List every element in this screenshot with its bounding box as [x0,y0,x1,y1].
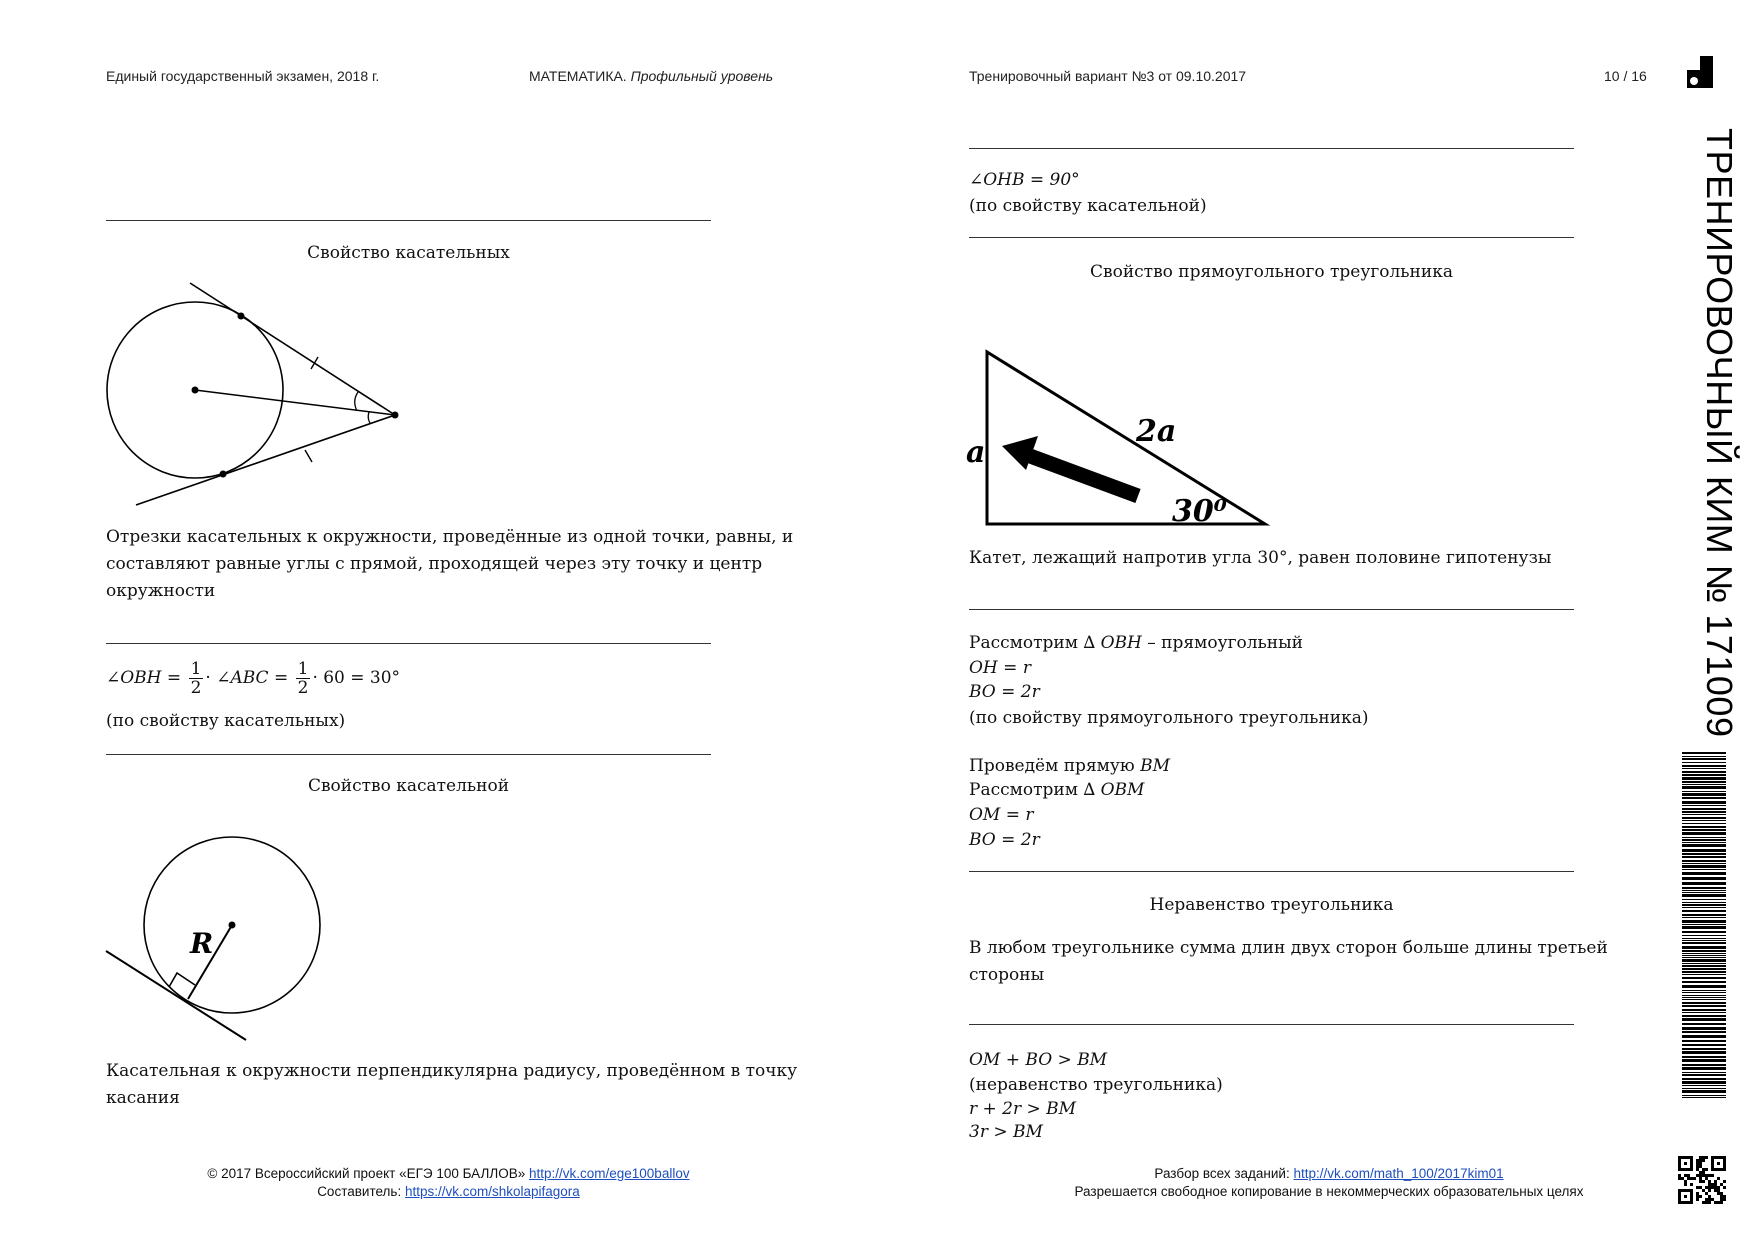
variant-label: Тренировочный вариант №3 от 09.10.2017 [969,68,1247,84]
inequality-3 [969,1120,1043,1144]
equation-bo [969,828,1040,852]
tangent-property-text [106,1058,806,1112]
side-title [1688,128,1744,738]
section-heading: Свойство касательных [307,243,510,263]
leg-label: a [966,435,986,470]
subject-line [529,68,773,84]
triangle-name: OBM [1100,780,1145,800]
hypotenuse-label: 2a [1136,414,1177,449]
triangle-inequality-text [969,935,1669,989]
triangle-name: OBH [1100,633,1142,653]
equation-ohb [969,168,1080,192]
segment-name: BM [1140,756,1171,776]
angle-ohb: ∠OHB = 90° [969,170,1080,190]
divider [969,609,1574,610]
section-heading: Свойство прямоугольного треугольника [1090,262,1453,282]
section-heading: Неравенство треугольника [1149,895,1394,915]
right-triangle-figure [960,340,1280,540]
subject-level: Профильный уровень [630,68,774,84]
text-line: Отрезки касательных к окружности, проведённые из одной точки, равны, и [106,527,794,547]
review-label: Разбор всех заданий: [1154,1166,1290,1181]
expr: r + 2r > BM [969,1099,1077,1119]
text-line: Касательная к окружности перпендикулярна радиусу, проведённом в точку [106,1061,798,1081]
note: (по свойству касательных) [106,711,346,731]
consider-obh [969,631,1303,655]
fraction-numerator: 1 [190,659,202,679]
divider [106,643,711,644]
footer-license: Разрешается свободное копирование в некоммерческих образовательных целях [1074,1184,1584,1199]
divider [969,1024,1574,1025]
divider [969,871,1574,872]
radius-label: R [190,927,214,960]
expr: 3r > BM [969,1122,1043,1142]
divider [106,220,711,221]
text: Проведём прямую [969,756,1141,776]
expr: BO = 2r [969,830,1040,850]
expr: OH = r [969,658,1031,678]
footer-link-vk[interactable]: http://vk.com/ege100ballov [528,1166,690,1181]
angle-obh: ∠OBH [106,668,162,688]
equation-om [969,803,1034,827]
expr: OM + BO > BM [969,1050,1108,1070]
tangent-radius-figure [100,830,340,1050]
divider [969,148,1574,149]
fraction-half [296,660,311,697]
angle-label: 30⁰ [1172,494,1227,529]
subject-name: МАТЕМАТИКА. [529,68,627,84]
text-line: касания [106,1088,180,1108]
footer-copyright [106,1166,791,1181]
footer-link-author[interactable]: https://vk.com/shkolapifagora [404,1184,580,1199]
inequality-1 [969,1048,1107,1072]
triangle-property-text: Катет, лежащий напротив угла 30°, равен половине гипотенузы [969,548,1552,568]
text: Рассмотрим ∆ [969,780,1101,800]
note: (неравенство треугольника) [969,1075,1223,1095]
fraction-denominator: 2 [190,678,202,698]
equation-tail: · 60 = 30° [312,668,401,688]
text: Рассмотрим ∆ [969,633,1101,653]
footer-link-review[interactable]: http://vk.com/math_100/2017kim01 [1293,1166,1504,1181]
text: – прямоугольный [1141,633,1303,653]
note: (по свойству касательной) [969,196,1207,216]
angle-abc: ∠ABC [216,668,269,688]
inequality-2 [969,1097,1076,1121]
footer-review [969,1166,1689,1181]
fraction-denominator: 2 [297,678,309,698]
tangents-figure [100,275,410,515]
text-line: В любом треугольнике сумма длин двух сторон больше длины третьей [969,938,1608,958]
fraction-numerator: 1 [297,659,309,679]
expr: BO = 2r [969,682,1040,702]
expr: OM = r [969,805,1034,825]
footer-author [106,1184,791,1199]
equation-obh: ∠OBH = $\frac{1}{2}$ · ∠ABC = $\frac{1}{2}$ · 60 = 30° [106,659,401,698]
copyright-text: © 2017 Всероссийский проект «ЕГЭ 100 БАЛЛОВ» [207,1166,526,1181]
equation-oh [969,656,1031,680]
author-label: Составитель: [317,1184,402,1199]
tangents-property-text [106,524,806,605]
text-line: окружности [106,581,216,601]
fraction-half [189,660,204,697]
text-line: стороны [969,965,1045,985]
barcode-icon [1682,752,1726,1100]
consider-obm [969,778,1144,802]
divider [106,754,711,755]
page-number: 10 / 16 [1604,68,1647,84]
text-line: составляют равные углы с прямой, проходящей через эту точку и центр [106,554,763,574]
exam-title: Единый государственный экзамен, 2018 г. [106,68,380,84]
equation-bo [969,680,1040,704]
side-title-text: ТРЕНИРОВОЧНЫЙ КИМ № 171009 [1699,128,1740,738]
section-heading: Свойство касательной [307,776,510,796]
draw-bm [969,754,1170,778]
divider [969,237,1574,238]
corner-mark-icon [1687,56,1713,88]
note: (по свойству прямоугольного треугольника) [969,708,1369,728]
